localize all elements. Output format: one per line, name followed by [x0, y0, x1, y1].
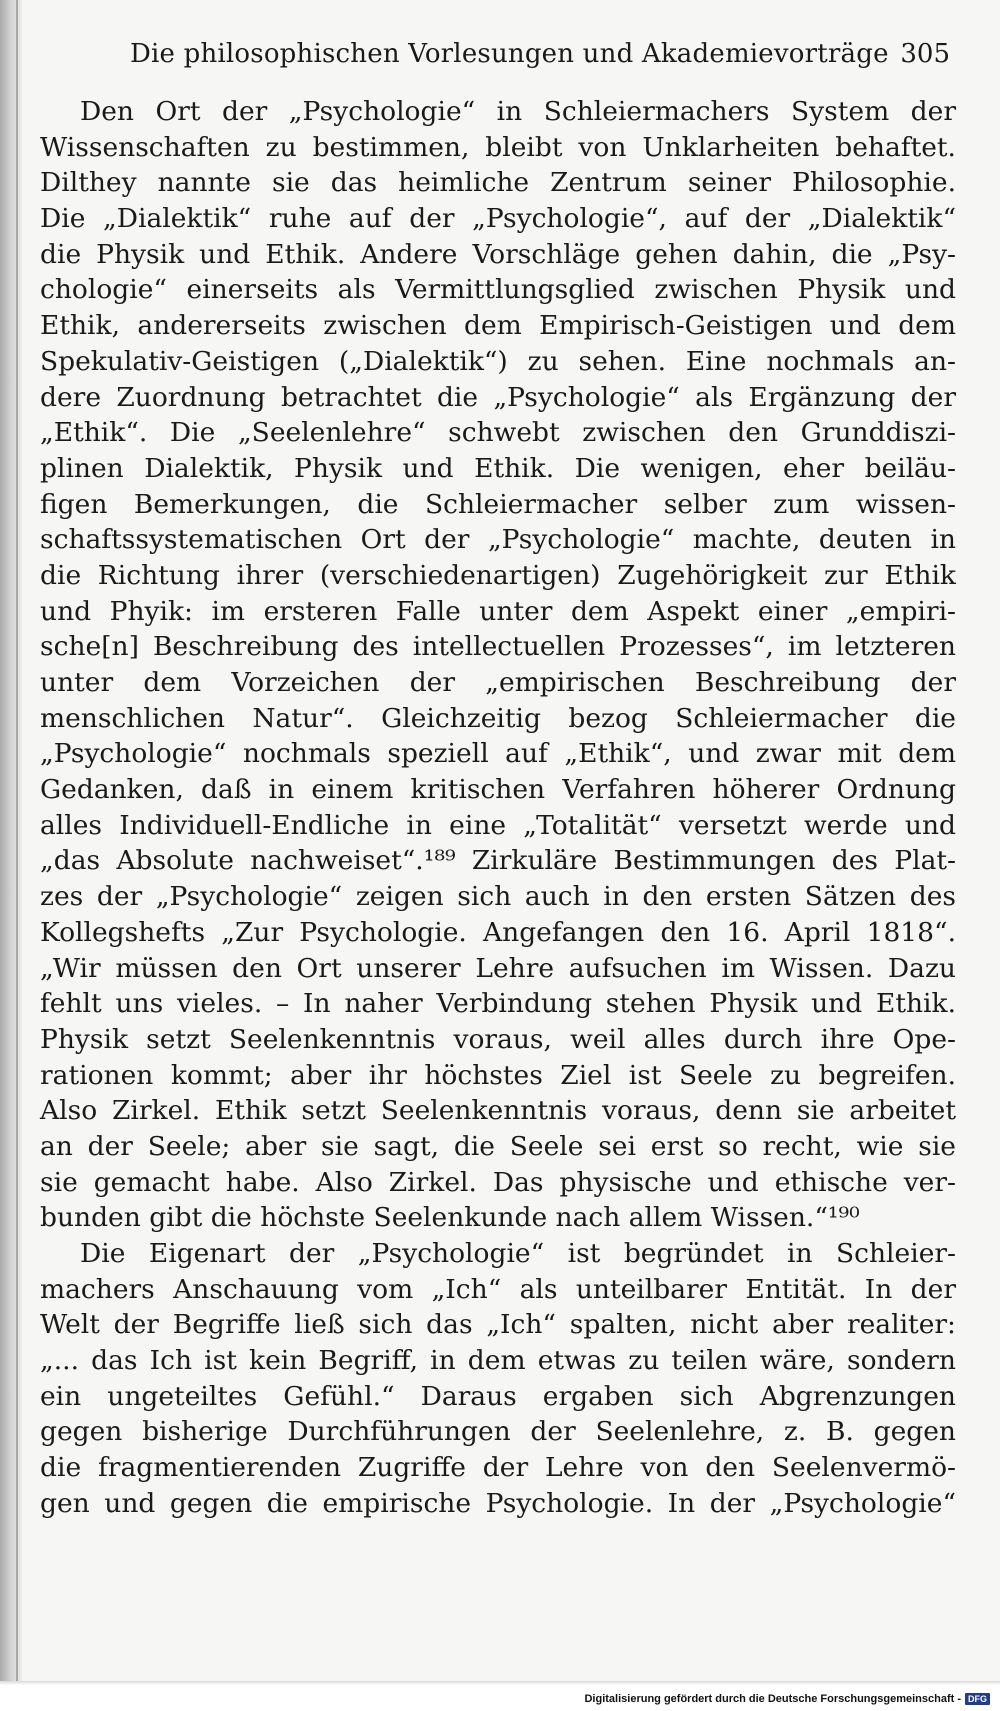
text-line: Physik setzt Seelenkenntnis voraus, weil alles durch ihre Ope-	[40, 1023, 956, 1055]
text-line: dere Zuordnung betrachtet die „Psychologie“ als Ergänzung der	[40, 381, 956, 413]
text-line: machers Anschauung vom „Ich“ als unteilbarer Entität. In der	[40, 1273, 956, 1305]
page-gutter-shadow	[0, 0, 22, 1711]
text-line: Dilthey nannte sie das heimliche Zentrum seiner Philosophie.	[40, 167, 956, 199]
running-header-title: Die philosophischen Vorlesungen und Akademievorträge	[130, 39, 889, 69]
text-line: gen und gegen die empirische Psychologie. In der „Psychologie“	[40, 1487, 956, 1519]
text-line: zes der „Psychologie“ zeigen sich auch in den ersten Sätzen des	[40, 881, 956, 913]
text-line: ein ungeteiltes Gefühl.“ Daraus ergaben sich Abgrenzungen	[40, 1380, 956, 1412]
dfg-logo-icon: DFG	[965, 1693, 990, 1705]
body-text	[40, 94, 956, 1522]
text-line: unter dem Vorzeichen der „empirischen Beschreibung der	[40, 667, 956, 698]
text-line: alles Individuell-Endliche in eine „Totalität“ versetzt werde und	[40, 809, 956, 841]
text-line: fehlt uns vieles. – In naher Verbindung stehen Physik und Ethik.	[40, 988, 956, 1020]
text-line: „Ethik“. Die „Seelenlehre“ schwebt zwischen den Grunddiszi-	[40, 417, 956, 449]
text-line: die fragmentierenden Zugriffe der Lehre von den Seelenvermö-	[40, 1452, 956, 1484]
text-line: „... das Ich ist kein Begriff, in dem etwas zu teilen wäre, sondern	[40, 1345, 956, 1377]
running-header	[130, 34, 950, 74]
text-line: „Wir müssen den Ort unserer Lehre aufsuchen im Wissen. Dazu	[40, 952, 956, 984]
text-line: „das Absolute nachweiset“.¹⁸⁹ Zirkuläre Bestimmungen des Plat-	[40, 845, 956, 877]
digitization-credit	[584, 1693, 990, 1705]
text-line: Den Ort der „Psychologie“ in Schleiermachers System der	[80, 96, 956, 127]
text-line: Die „Dialektik“ ruhe auf der „Psychologie“, auf der „Dialektik“	[40, 203, 956, 235]
text-line: und Phyik: im ersteren Falle unter dem Aspekt einer „empiri-	[40, 595, 956, 627]
text-line: Ethik, andererseits zwischen dem Empirisch-Geistigen und dem	[40, 310, 956, 342]
text-line: die Physik und Ethik. Andere Vorschläge gehen dahin, die „Psy-	[40, 238, 956, 270]
text-line: an der Seele; aber sie sagt, die Seele sei erst so recht, wie sie	[40, 1130, 956, 1162]
text-line: Also Zirkel. Ethik setzt Seelenkenntnis voraus, denn sie arbeitet	[40, 1095, 956, 1127]
text-line: schaftssystematischen Ort der „Psychologie“ machte, deuten in	[40, 524, 956, 556]
text-line: „Psychologie“ nochmals speziell auf „Ethik“, und zwar mit dem	[40, 738, 956, 770]
text-line: sche[n] Beschreibung des intellectuellen Prozesses“, im letzteren	[40, 631, 956, 663]
text-line: plinen Dialektik, Physik und Ethik. Die wenigen, eher beiläu-	[40, 452, 956, 484]
text-line: bunden gibt die höchste Seelenkunde nach allem Wissen.“¹⁹⁰	[40, 1202, 860, 1234]
text-line: sie gemacht habe. Also Zirkel. Das physische und ethische ver-	[40, 1166, 956, 1198]
text-line: menschlichen Natur“. Gleichzeitig bezog Schleiermacher die	[40, 702, 956, 734]
digitization-credit-text: Digitalisierung gefördert durch die Deutsche Forschungsgemeinschaft -	[584, 1693, 961, 1705]
text-line: chologie“ einerseits als Vermittlungsglied zwischen Physik und	[40, 274, 956, 306]
text-line: die Richtung ihrer (verschiedenartigen) Zugehörigkeit zur Ethik	[40, 559, 956, 591]
text-line: Gedanken, daß in einem kritischen Verfahren höherer Ordnung	[40, 774, 956, 806]
text-line: rationen kommt; aber ihr höchstes Ziel ist Seele zu begreifen.	[40, 1059, 956, 1091]
text-line: Welt der Begriffe ließ sich das „Ich“ spalten, nicht aber realiter:	[40, 1309, 956, 1341]
text-line: Wissenschaften zu bestimmen, bleibt von Unklarheiten behaftet.	[40, 131, 956, 163]
text-line: gegen bisherige Durchführungen der Seelenlehre, z. B. gegen	[40, 1416, 956, 1448]
page-number: 305	[900, 39, 950, 69]
page-gutter-line	[16, 0, 18, 1711]
text-line: Kollegshefts „Zur Psychologie. Angefangen den 16. April 1818“.	[40, 916, 956, 948]
text-line: Die Eigenart der „Psychologie“ ist begründet in Schleier-	[80, 1238, 956, 1269]
text-line: figen Bemerkungen, die Schleiermacher selber zum wissen-	[40, 488, 956, 520]
text-line: Spekulativ-Geistigen („Dialektik“) zu sehen. Eine nochmals an-	[40, 345, 956, 377]
